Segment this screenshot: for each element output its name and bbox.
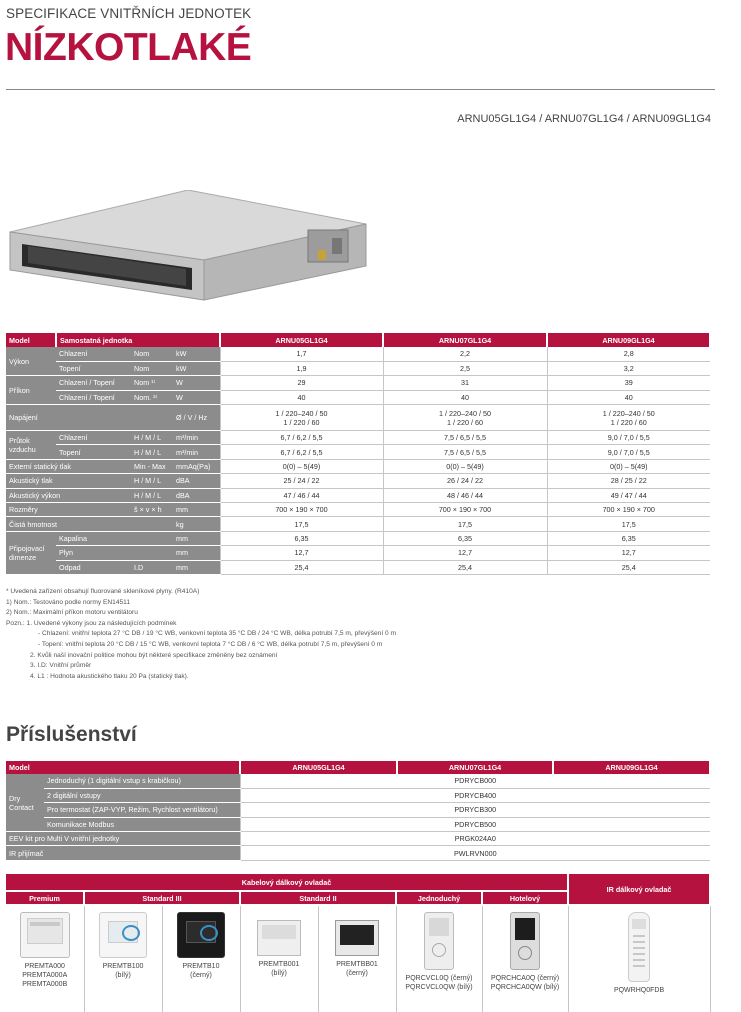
footnote: - Topení: vnitřní teplota 20 °C DB / 15 °C WB, venkovní teplota 7 °C DB / 6 °C WB, délka potrubí 7,5 m, převýšení 0 m (38, 640, 383, 648)
table-cell: 2,2 (383, 347, 547, 361)
controller-caption: PREMTB001 (bílý) (258, 961, 300, 977)
table-cell: 17,5 (383, 517, 547, 531)
table-row (6, 445, 710, 459)
table-row (6, 503, 710, 517)
row-unit: mm (173, 503, 220, 517)
controller-ir-remote (568, 905, 710, 1012)
table-cell: 700 × 190 × 700 (220, 503, 383, 517)
row-unit: W (173, 376, 220, 390)
ir-receiver-label: IR přijímač (6, 846, 240, 860)
eev-kit-value: PRGK024A0 (240, 832, 710, 846)
row-condition: Nom (131, 347, 173, 361)
row-unit: W (173, 390, 220, 404)
wired-controller-header: Kabelový dálkový ovladač (6, 874, 568, 891)
spec-header-unit-type: Samostatná jednotka (56, 333, 220, 347)
dry-contact-label: Dry Contact (6, 774, 44, 832)
row-group-label: Připojovací dimenze (6, 531, 56, 574)
accessories-header-row (6, 761, 710, 774)
page-title: NÍZKOTLAKÉ (5, 26, 252, 69)
standard2-black-controller-icon (335, 920, 379, 956)
table-row (6, 517, 710, 531)
table-cell: 26 / 24 / 22 (383, 474, 547, 488)
table-cell: 12,7 (383, 546, 547, 560)
table-row (6, 347, 710, 361)
row-group-label: Průtok vzduchu (6, 431, 56, 460)
table-cell: 1 / 220–240 / 50 1 / 220 / 60 (383, 405, 547, 431)
table-cell: 25,4 (547, 560, 710, 574)
row-unit: kg (173, 517, 220, 531)
controller-caption: PQRCVCL0Q (černý) PQRCVCL0QW (bílý) (405, 975, 473, 991)
row-condition: Min - Max (131, 459, 173, 473)
standard2-white-controller-icon (257, 920, 301, 956)
row-group-label: Externí statický tlak (6, 459, 131, 473)
table-row (6, 431, 710, 445)
spec-header-row (6, 333, 710, 347)
row-sub-label: Kapalina (56, 531, 131, 545)
row-unit: mmAq(Pa) (173, 459, 220, 473)
eev-kit-label: EEV kit pro Multi V vnitřní jednotky (6, 832, 240, 846)
row-sub-label: Odpad (56, 560, 131, 574)
table-cell: 25,4 (220, 560, 383, 574)
standard3-black-controller-icon (177, 912, 225, 958)
table-row (6, 817, 710, 831)
accessories-table (6, 761, 711, 861)
row-unit: mm (173, 546, 220, 560)
row-condition: š × v × h (131, 503, 173, 517)
page-subtitle: SPECIFIKACE VNITŘNÍCH JEDNOTEK (6, 6, 252, 21)
row-group-label: Akustický výkon (6, 488, 131, 502)
row-unit: Ø / V / Hz (173, 405, 220, 431)
row-unit: m³/min (173, 445, 220, 459)
table-cell: 2,8 (547, 347, 710, 361)
footnote: - Chlazení: vnitřní teplota 27 °C DB / 19 °C WB, venkovní teplota 35 °C DB / 24 °C WB, délka potrubí 7,5 m, převýšení 0 m (38, 630, 396, 638)
accessories-header-model: Model (6, 761, 240, 774)
controller-caption: PREMTBB01 (černý) (336, 961, 378, 977)
table-cell: 1,9 (220, 361, 383, 375)
controller-caption: PREMTA000 PREMTA000A PREMTA000B (22, 963, 68, 988)
spec-table (6, 333, 711, 575)
row-group-label: Výkon (6, 347, 56, 376)
footnote: Pozn.: 1. Uvedené výkony jsou za následujících podmínek (6, 619, 177, 627)
table-cell: 25 / 24 / 22 (220, 474, 383, 488)
row-sub-label: Topení (56, 445, 131, 459)
accessories-header-col-2: ARNU07GL1G4 (397, 761, 553, 774)
models-line: ARNU05GL1G4 / ARNU07GL1G4 / ARNU09GL1G4 (457, 113, 711, 125)
accessory-label: Komunikace Modbus (44, 817, 240, 831)
row-condition: H / M / L (131, 488, 173, 502)
accessory-value: PDRYCB400 (240, 788, 710, 802)
table-cell: 47 / 46 / 44 (220, 488, 383, 502)
controller-premium (6, 905, 84, 1012)
row-group-label: Akustický tlak (6, 474, 131, 488)
group-hotel: Hotelový (482, 891, 568, 905)
simple-controller-icon (424, 912, 454, 970)
row-group-label: Příkon (6, 376, 56, 405)
table-cell: 700 × 190 × 700 (547, 503, 710, 517)
controller-caption: PREMTB10 (černý) (182, 963, 220, 979)
row-group-label: Rozměry (6, 503, 131, 517)
table-cell: 17,5 (547, 517, 710, 531)
table-cell: 39 (547, 376, 710, 390)
row-unit: mm (173, 531, 220, 545)
controller-simple (396, 905, 482, 1012)
table-row (6, 560, 710, 574)
accessories-title: Příslušenství (6, 723, 137, 746)
footnote: 2) Nom.: Maximální příkon motoru ventilátoru (6, 609, 138, 617)
table-cell: 25,4 (383, 560, 547, 574)
table-cell: 2,5 (383, 361, 547, 375)
table-row (6, 832, 710, 846)
table-cell: 0(0) – 5(49) (383, 459, 547, 473)
table-row (6, 390, 710, 404)
table-cell: 6,35 (383, 531, 547, 545)
footnote: 2. Kvůli naší inovační politice mohou být některé specifikace změněny bez oznámení (30, 651, 278, 659)
controller-standard2-black (318, 905, 396, 1012)
ir-controller-header: IR dálkový ovladač (568, 874, 710, 905)
table-cell: 12,7 (547, 546, 710, 560)
footnote: 3. I.D: Vnitřní průměr (30, 662, 92, 670)
table-cell: 40 (547, 390, 710, 404)
title-divider (6, 89, 715, 90)
row-condition: Nom. ²⁾ (131, 390, 173, 404)
table-cell: 29 (220, 376, 383, 390)
table-cell: 1,7 (220, 347, 383, 361)
controller-standard3-black (162, 905, 240, 1012)
table-cell: 40 (220, 390, 383, 404)
table-cell: 700 × 190 × 700 (383, 503, 547, 517)
footnotes (6, 587, 396, 682)
ir-remote-icon (628, 912, 650, 982)
table-cell: 17,5 (220, 517, 383, 531)
table-row (6, 546, 710, 560)
controllers-table (6, 874, 711, 1012)
row-unit: kW (173, 347, 220, 361)
row-unit: m³/min (173, 431, 220, 445)
table-row (6, 788, 710, 802)
row-condition: Nom ¹⁾ (131, 376, 173, 390)
group-standard-2: Standard II (240, 891, 396, 905)
row-sub-label: Plyn (56, 546, 131, 560)
ir-receiver-value: PWLRVN000 (240, 846, 710, 860)
table-cell: 6,7 / 6,2 / 5,5 (220, 431, 383, 445)
accessory-value: PDRYCB000 (240, 774, 710, 788)
accessories-header-col-3: ARNU09GL1G4 (553, 761, 710, 774)
table-row (6, 531, 710, 545)
row-condition: H / M / L (131, 474, 173, 488)
row-unit: dBA (173, 488, 220, 502)
row-condition (131, 546, 173, 560)
table-row (6, 376, 710, 390)
table-cell: 6,35 (220, 531, 383, 545)
table-row (6, 488, 710, 502)
table-cell: 49 / 47 / 44 (547, 488, 710, 502)
accessory-label: Pro termostat (ZAP-VYP, Režim, Rychlost ventilátoru) (44, 803, 240, 817)
row-condition (131, 531, 173, 545)
indoor-unit-image (8, 190, 368, 305)
footnote: 4. L1 : Hodnota akustického tlaku 20 Pa (statický tlak). (30, 672, 189, 680)
row-unit: dBA (173, 474, 220, 488)
table-row (6, 474, 710, 488)
table-cell: 1 / 220–240 / 50 1 / 220 / 60 (547, 405, 710, 431)
spec-header-col-2: ARNU07GL1G4 (383, 333, 547, 347)
table-cell: 6,35 (547, 531, 710, 545)
table-cell: 48 / 46 / 44 (383, 488, 547, 502)
row-condition: I.D (131, 560, 173, 574)
controller-hotel (482, 905, 568, 1012)
row-sub-label: Chlazení (56, 431, 131, 445)
spec-header-model: Model (6, 333, 56, 347)
table-cell: 6,7 / 6,2 / 5,5 (220, 445, 383, 459)
controller-standard2-white (240, 905, 318, 1012)
row-condition: H / M / L (131, 431, 173, 445)
group-premium: Premium (6, 891, 84, 905)
row-sub-label: Chlazení / Topení (56, 390, 131, 404)
table-row (6, 774, 710, 788)
table-cell: 9,0 / 7,0 / 5,5 (547, 431, 710, 445)
row-sub-label: Chlazení / Topení (56, 376, 131, 390)
footnote: * Uvedená zařízení obsahují fluorované skleníkové plyny. (R410A) (6, 588, 200, 595)
accessory-value: PDRYCB300 (240, 803, 710, 817)
spec-header-col-3: ARNU09GL1G4 (547, 333, 710, 347)
table-cell: 12,7 (220, 546, 383, 560)
row-group-label: Napájení (6, 405, 173, 431)
table-cell: 0(0) – 5(49) (220, 459, 383, 473)
table-row (6, 405, 710, 431)
accessory-label: 2 digitální vstupy (44, 788, 240, 802)
controller-caption: PREMTB100 (bílý) (102, 963, 144, 979)
group-standard-3: Standard III (84, 891, 240, 905)
table-cell: 40 (383, 390, 547, 404)
controller-caption: PQWRHQ0FDB (613, 987, 665, 994)
row-condition: Nom (131, 361, 173, 375)
row-sub-label: Topení (56, 361, 131, 375)
footnote: 1) Nom.: Testováno podle normy EN14511 (6, 598, 131, 606)
table-row (6, 361, 710, 375)
table-cell: 0(0) – 5(49) (547, 459, 710, 473)
row-sub-label: Chlazení (56, 347, 131, 361)
accessory-value: PDRYCB500 (240, 817, 710, 831)
table-cell: 7,5 / 6,5 / 5,5 (383, 431, 547, 445)
controller-standard3-white (84, 905, 162, 1012)
table-row (6, 846, 710, 860)
table-cell: 9,0 / 7,0 / 5,5 (547, 445, 710, 459)
table-cell: 28 / 25 / 22 (547, 474, 710, 488)
premium-controller-icon (20, 912, 70, 958)
row-group-label: Čistá hmotnost (6, 517, 173, 531)
group-simple: Jednoduchý (396, 891, 482, 905)
row-condition: H / M / L (131, 445, 173, 459)
accessory-label: Jednoduchý (1 digitální vstup s krabičkou) (44, 774, 240, 788)
spec-header-col-1: ARNU05GL1G4 (220, 333, 383, 347)
accessories-header-col-1: ARNU05GL1G4 (240, 761, 397, 774)
controller-caption: PQRCHCA0Q (černý) PQRCHCA0QW (bílý) (490, 975, 560, 991)
table-row (6, 803, 710, 817)
row-unit: kW (173, 361, 220, 375)
standard3-white-controller-icon (99, 912, 147, 958)
hotel-controller-icon (510, 912, 540, 970)
table-cell: 1 / 220–240 / 50 1 / 220 / 60 (220, 405, 383, 431)
table-cell: 3,2 (547, 361, 710, 375)
table-cell: 7,5 / 6,5 / 5,5 (383, 445, 547, 459)
table-cell: 31 (383, 376, 547, 390)
table-row (6, 459, 710, 473)
row-unit: mm (173, 560, 220, 574)
